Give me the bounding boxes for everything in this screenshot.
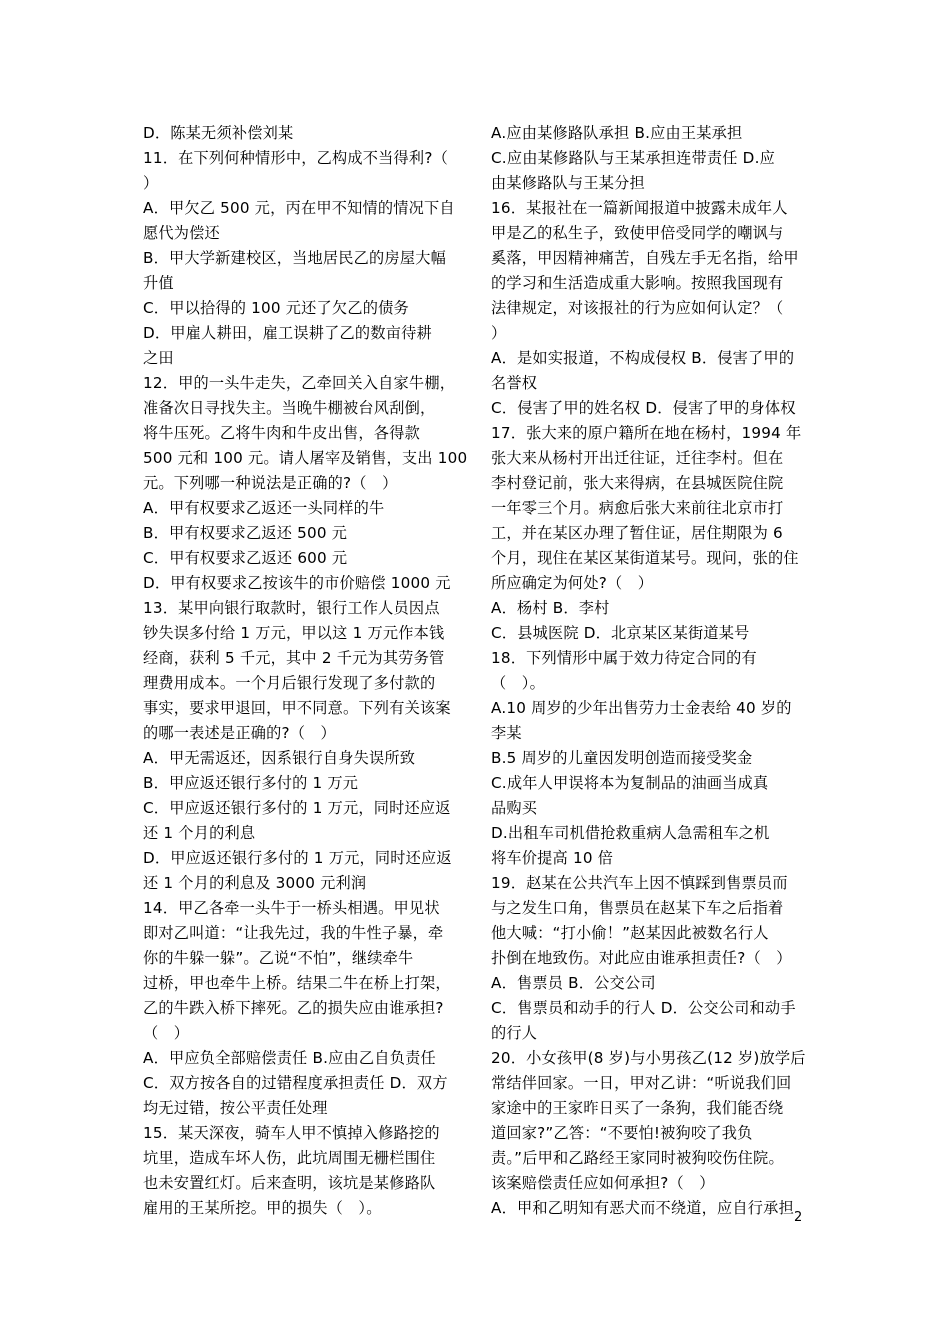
text-line: D．甲有权要求乙按该牛的市价赔偿 1000 元 [143,574,451,592]
text-line: A．甲无需返还，因系银行自身失误所致 [143,749,416,767]
text-line: 的哪一表述是正确的?（ ） [143,724,336,742]
text-line: B．甲应返还银行多付的 1 万元 [143,774,359,792]
text-line: 事实，要求甲退回，甲不同意。下列有关该案 [143,699,451,717]
right-column [491,121,811,1221]
text-line: 17．张大来的原户籍所在地在杨村，1994 年 [491,424,802,442]
text-line: 14．甲乙各牵一头牛于一桥头相遇。甲见状 [143,899,440,917]
text-line: 道回家?”乙答：“不要怕!被狗咬了我负 [491,1124,753,1142]
text-line: C．甲有权要求乙返还 600 元 [143,549,348,567]
text-line: 16．某报社在一篇新闻报道中披露未成年人 [491,199,788,217]
text-line: A.10 周岁的少年出售劳力士金表给 40 岁的 [491,699,792,717]
page-number: 2 [794,1210,803,1225]
text-line: D．陈某无须补偿刘某 [143,124,294,142]
text-line: 还 1 个月的利息 [143,824,256,842]
text-line: 扑倒在地致伤。对此应由谁承担责任?（ ） [491,949,792,967]
text-line: 所应确定为何处?（ ） [491,574,654,592]
text-line: C.成年人甲误将本为复制品的油画当成真 [491,774,769,792]
text-line: 雇用的王某所挖。甲的损失（ ）。 [143,1199,382,1217]
text-line: （ ） [143,1024,190,1042]
text-line: A．甲有权要求乙返还一头同样的牛 [143,499,385,517]
text-line: A．售票员 B．公交公司 [491,974,656,992]
text-line: 坑里，造成车坏人伤，此坑周围无栅栏围住 [143,1149,436,1167]
text-line: 还 1 个月的利息及 3000 元利润 [143,874,367,892]
text-line: 之田 [143,349,174,367]
text-line: 过桥，甲也牵牛上桥。结果二牛在桥上打架， [143,974,451,992]
text-line: 李某 [491,724,522,742]
text-line: 11．在下列何种情形中，乙构成不当得利?（ [143,149,448,167]
text-line: 的学习和生活造成重大影响。按照我国现有 [491,274,784,292]
text-line: 13．某甲向银行取款时，银行工作人员因点 [143,599,440,617]
text-line: A．杨村 B．李村 [491,599,610,617]
text-line: 责。”后甲和乙路经王家同时被狗咬伤住院。 [491,1149,784,1167]
text-line: 也未安置红灯。后来查明，该坑是某修路队 [143,1174,436,1192]
text-line: B.5 周岁的儿童因发明创造而接受奖金 [491,749,753,767]
text-line: C．双方按各自的过错程度承担责任 D．双方 [143,1074,448,1092]
text-line: 个月，现住在某区某街道某号。现问，张的住 [491,549,799,567]
text-line: 品购买 [491,799,538,817]
text-line: 名誉权 [491,374,538,392]
text-line: D．甲雇人耕田，雇工误耕了乙的数亩待耕 [143,324,432,342]
text-line: 张大来从杨村开出迁往证，迁往李村。但在 [491,449,784,467]
text-line: 将车价提高 10 倍 [491,849,614,867]
text-line: D．甲应返还银行多付的 1 万元，同时还应返 [143,849,452,867]
text-line: 19．赵某在公共汽车上因不慎踩到售票员而 [491,874,788,892]
text-line: B．甲大学新建校区，当地居民乙的房屋大幅 [143,249,446,267]
text-line: 15．某天深夜，骑车人甲不慎掉入修路挖的 [143,1124,440,1142]
text-line: 元。下列哪一种说法是正确的?（ ） [143,474,398,492]
text-line: ） [143,174,159,192]
text-line: 均无过错，按公平责任处理 [143,1099,328,1117]
text-line: 一年零三个月。病愈后张大来前往北京市打 [491,499,784,517]
text-line: C．甲应返还银行多付的 1 万元，同时还应返 [143,799,451,817]
text-line: 18．下列情形中属于效力待定合同的有 [491,649,757,667]
text-line: 愿代为偿还 [143,224,220,242]
text-line: A．甲欠乙 500 元，丙在甲不知情的情况下自 [143,199,455,217]
text-line: 将牛压死。乙将牛肉和牛皮出售，各得款 [143,424,420,442]
text-line: 钞失误多付给 1 万元，甲以这 1 万元作本钱 [143,624,445,642]
text-line: C．侵害了甲的姓名权 D．侵害了甲的身体权 [491,399,796,417]
left-column [143,121,468,1221]
text-line: A．甲和乙明知有恶犬而不绕道，应自行承担 [491,1199,794,1217]
text-line: C．甲以拾得的 100 元还了欠乙的债务 [143,299,409,317]
text-line: B．甲有权要求乙返还 500 元 [143,524,348,542]
text-line: （ ）。 [491,674,545,692]
text-line: 与之发生口角，售票员在赵某下车之后指着 [491,899,784,917]
text-line: 法律规定，对该报社的行为应如何认定？（ [491,299,784,317]
text-line: 即对乙叫道：“让我先过，我的牛性子暴，牵 [143,924,444,942]
text-line: 家途中的王家昨日买了一条狗，我们能否绕 [491,1099,784,1117]
text-line: 李村登记前，张大来得病，在县城医院住院 [491,474,784,492]
text-line: C．县城医院 D．北京某区某街道某号 [491,624,750,642]
text-line: 500 元和 100 元。请人屠宰及销售，支出 100 [143,449,468,467]
text-line: 常结伴回家。一日，甲对乙讲：“听说我们回 [491,1074,792,1092]
text-line: 奚落，甲因精神痛苦，自残左手无名指，给甲 [491,249,799,267]
text-line: 你的牛躲一躲”。乙说“不怕”，继续牵牛 [143,949,414,967]
text-line: A．甲应负全部赔偿责任 B.应由乙自负责任 [143,1049,436,1067]
text-line: ） [491,324,507,342]
text-line: 甲是乙的私生子，致使甲倍受同学的嘲讽与 [491,224,784,242]
text-line: C.应由某修路队与王某承担连带责任 D.应 [491,149,775,167]
text-line: 该案赔偿责任应如何承担?（ ） [491,1174,715,1192]
text-line: 准备次日寻找失主。当晚牛棚被台风刮倒， [143,399,436,417]
text-line: C．售票员和动手的行人 D．公交公司和动手 [491,999,796,1017]
text-line: 12．甲的一头牛走失，乙牵回关入自家牛棚， [143,374,456,392]
text-line: 20．小女孩甲(8 岁)与小男孩乙(12 岁)放学后 [491,1049,806,1067]
text-line: 他大喊：“打小偷！”赵某因此被数名行人 [491,924,769,942]
text-line: 的行人 [491,1024,538,1042]
text-line: A.应由某修路队承担 B.应由王某承担 [491,124,743,142]
text-line: 理费用成本。一个月后银行发现了多付款的 [143,674,436,692]
text-line: 由某修路队与王某分担 [491,174,645,192]
text-line: 乙的牛跌入桥下摔死。乙的损失应由谁承担? [143,999,444,1017]
text-line: D.出租车司机借抢救重病人急需租车之机 [491,824,770,842]
text-line: 工，并在某区办理了暂住证，居住期限为 6 [491,524,783,542]
text-line: A．是如实报道，不构成侵权 B．侵害了甲的 [491,349,795,367]
text-line: 升值 [143,274,174,292]
text-line: 经商，获利 5 千元，其中 2 千元为其劳务管 [143,649,445,667]
